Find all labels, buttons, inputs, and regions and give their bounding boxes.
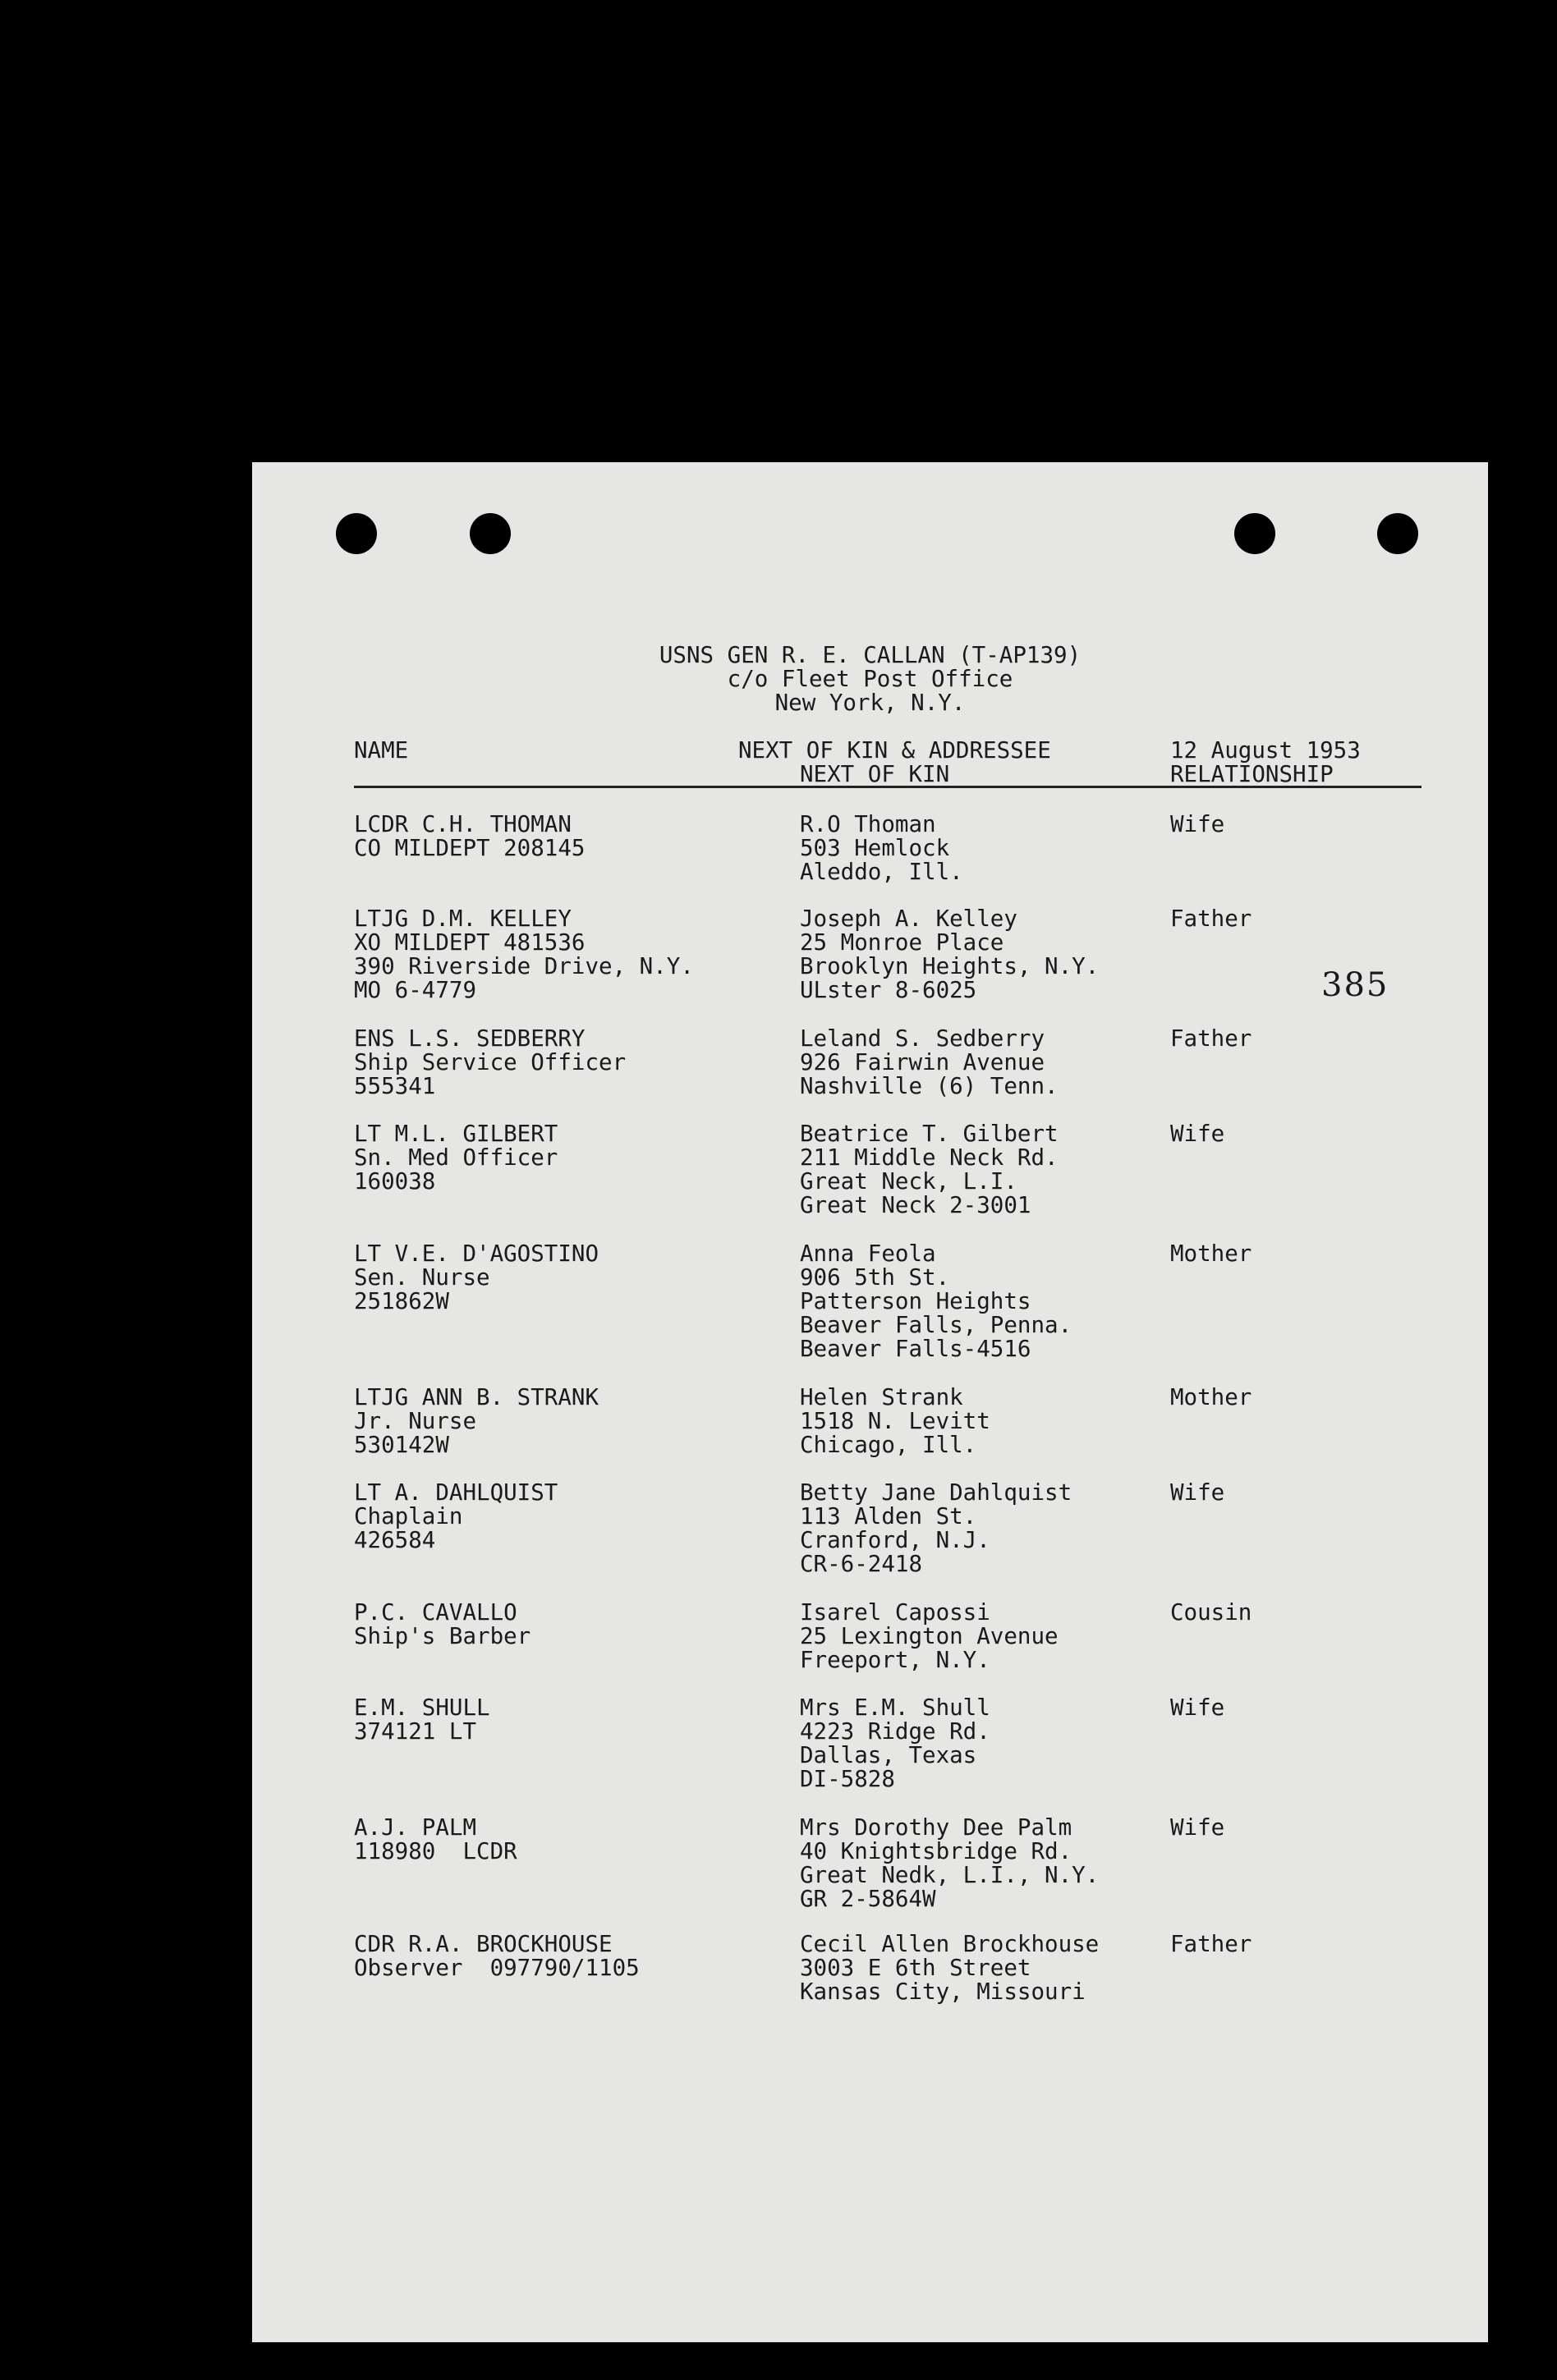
ship-title: USNS GEN R. E. CALLAN (T-AP139)	[659, 642, 1082, 668]
column-header-relationship: RELATIONSHIP	[1170, 761, 1334, 787]
entry-kin-line: Isarel Capossi	[800, 1599, 990, 1626]
entry-kin-line: Freeport, N.Y.	[800, 1647, 990, 1673]
entry-kin-line: Great Neck 2-3001	[800, 1192, 1031, 1218]
entry-name-line: 118980 LCDR	[354, 1838, 517, 1864]
entry-name-line: MO 6-4779	[354, 977, 477, 1003]
entry-name-line: ENS L.S. SEDBERRY	[354, 1025, 586, 1052]
entry-kin-block	[800, 1386, 990, 1457]
entry-relationship: Cousin	[1170, 1599, 1252, 1626]
entry-name-line: 426584	[354, 1527, 436, 1553]
entry-relationship: Wife	[1170, 1479, 1225, 1506]
entry-kin-line: 926 Fairwin Avenue	[800, 1049, 1045, 1075]
entry-name-line: Chaplain	[354, 1503, 463, 1529]
entry-kin-line: Beaver Falls-4516	[800, 1336, 1031, 1362]
entry-kin-line: Mrs Dorothy Dee Palm	[800, 1814, 1072, 1841]
punch-hole	[470, 513, 511, 554]
page-number: 385	[1321, 966, 1389, 1004]
entry-name-line: 390 Riverside Drive, N.Y.	[354, 953, 694, 979]
entry-name-block	[354, 813, 585, 860]
punch-hole	[1234, 513, 1275, 554]
entry-relationship: Mother	[1170, 1240, 1252, 1267]
entry-name-line: 530142W	[354, 1432, 449, 1458]
city-line: New York, N.Y.	[774, 690, 966, 716]
entry-kin-block	[800, 1696, 990, 1791]
entry-kin-line: 211 Middle Neck Rd.	[800, 1144, 1059, 1171]
entry-kin-line: Leland S. Sedberry	[800, 1025, 1045, 1052]
entry-name-line: 555341	[354, 1073, 436, 1099]
fleet-post-office: c/o Fleet Post Office	[727, 666, 1013, 692]
entry-name-block	[354, 1027, 626, 1098]
entry-name-block	[354, 1481, 558, 1552]
entry-name-line: LCDR C.H. THOMAN	[354, 811, 572, 837]
entry-kin-block	[800, 1481, 1072, 1576]
punch-hole	[336, 513, 377, 554]
entry-name-block	[354, 1601, 530, 1649]
entry-kin-line: DI-5828	[800, 1766, 895, 1792]
entry-kin-block	[800, 1122, 1059, 1218]
entry-kin-line: Great Nedk, L.I., N.Y.	[800, 1862, 1100, 1888]
entry-kin-line: 1518 N. Levitt	[800, 1408, 990, 1434]
entry-kin-line: R.O Thoman	[800, 811, 936, 837]
entry-kin-line: Cranford, N.J.	[800, 1527, 990, 1553]
entry-name-line: LT M.L. GILBERT	[354, 1121, 558, 1147]
column-header-kin-2: NEXT OF KIN	[800, 761, 950, 787]
entry-name-line: Jr. Nurse	[354, 1408, 477, 1434]
entry-kin-line: Chicago, Ill.	[800, 1432, 977, 1458]
entry-relationship: Wife	[1170, 1121, 1225, 1147]
entry-name-block	[354, 1242, 599, 1314]
entry-kin-line: 503 Hemlock	[800, 835, 950, 861]
entry-kin-line: 40 Knightsbridge Rd.	[800, 1838, 1072, 1864]
column-header-kin: NEXT OF KIN & ADDRESSEE	[738, 737, 1051, 764]
entry-kin-line: Nashville (6) Tenn.	[800, 1073, 1059, 1099]
entry-kin-line: Kansas City, Missouri	[800, 1979, 1086, 2005]
entry-relationship: Wife	[1170, 1694, 1225, 1721]
entry-kin-block	[800, 1027, 1059, 1098]
entry-name-line: XO MILDEPT 481536	[354, 929, 586, 956]
entry-relationship: Mother	[1170, 1384, 1252, 1410]
header-rule	[354, 786, 1422, 788]
entry-name-block	[354, 907, 694, 1002]
entry-kin-block	[800, 907, 1099, 1002]
entry-relationship: Wife	[1170, 1814, 1225, 1841]
entry-kin-line: Brooklyn Heights, N.Y.	[800, 953, 1100, 979]
entry-name-line: Sen. Nurse	[354, 1264, 490, 1291]
entry-kin-line: CR-6-2418	[800, 1551, 923, 1577]
entry-name-block	[354, 1816, 517, 1864]
entry-kin-line: Helen Strank	[800, 1384, 963, 1410]
entry-kin-block	[800, 1816, 1099, 1911]
entry-name-line: CDR R.A. BROCKHOUSE	[354, 1931, 613, 1957]
entry-kin-line: Mrs E.M. Shull	[800, 1694, 990, 1721]
entry-name-block	[354, 1696, 490, 1744]
entry-kin-line: Betty Jane Dahlquist	[800, 1479, 1072, 1506]
entry-relationship: Father	[1170, 906, 1252, 932]
entry-name-line: CO MILDEPT 208145	[354, 835, 586, 861]
entry-relationship: Father	[1170, 1025, 1252, 1052]
entry-name-block	[354, 1386, 599, 1457]
entry-kin-line: Great Neck, L.I.	[800, 1168, 1017, 1195]
entry-name-line: Ship's Barber	[354, 1623, 531, 1649]
document-date: 12 August 1953	[1170, 737, 1361, 764]
entry-name-block	[354, 1933, 640, 1980]
punch-hole	[1377, 513, 1418, 554]
entry-name-line: LT V.E. D'AGOSTINO	[354, 1240, 599, 1267]
entry-name-line: Sn. Med Officer	[354, 1144, 558, 1171]
entry-name-line: 251862W	[354, 1288, 449, 1314]
entry-kin-line: 25 Lexington Avenue	[800, 1623, 1059, 1649]
entry-kin-line: ULster 8-6025	[800, 977, 977, 1003]
entry-name-line: Observer 097790/1105	[354, 1955, 640, 1981]
entry-kin-block	[800, 1242, 1072, 1361]
entry-kin-line: Joseph A. Kelley	[800, 906, 1017, 932]
entry-name-block	[354, 1122, 558, 1194]
entry-name-line: Ship Service Officer	[354, 1049, 627, 1075]
entry-kin-line: 4223 Ridge Rd.	[800, 1718, 990, 1745]
entry-kin-line: Aleddo, Ill.	[800, 859, 963, 885]
entry-name-line: LTJG ANN B. STRANK	[354, 1384, 599, 1410]
entry-name-line: LTJG D.M. KELLEY	[354, 906, 572, 932]
entry-kin-line: Dallas, Texas	[800, 1742, 977, 1768]
entry-kin-block	[800, 813, 963, 884]
entry-relationship: Wife	[1170, 811, 1225, 837]
entry-kin-line: 3003 E 6th Street	[800, 1955, 1031, 1981]
entry-name-line: A.J. PALM	[354, 1814, 477, 1841]
document-page	[252, 462, 1488, 2342]
entry-kin-line: 113 Alden St.	[800, 1503, 977, 1529]
entry-kin-line: Cecil Allen Brockhouse	[800, 1931, 1100, 1957]
entry-kin-line: 906 5th St.	[800, 1264, 950, 1291]
entry-name-line: E.M. SHULL	[354, 1694, 490, 1721]
entry-kin-block	[800, 1933, 1099, 2004]
entry-kin-line: GR 2-5864W	[800, 1886, 936, 1912]
entry-kin-line: Beatrice T. Gilbert	[800, 1121, 1059, 1147]
entry-kin-line: Beaver Falls, Penna.	[800, 1312, 1072, 1338]
entry-name-line: LT A. DAHLQUIST	[354, 1479, 558, 1506]
entry-name-line: 160038	[354, 1168, 436, 1195]
column-header-name: NAME	[354, 737, 409, 764]
entry-kin-line: 25 Monroe Place	[800, 929, 1004, 956]
entry-name-line: P.C. CAVALLO	[354, 1599, 517, 1626]
entry-relationship: Father	[1170, 1931, 1252, 1957]
entry-kin-line: Patterson Heights	[800, 1288, 1031, 1314]
entry-name-line: 374121 LT	[354, 1718, 477, 1745]
entry-kin-line: Anna Feola	[800, 1240, 936, 1267]
entry-kin-block	[800, 1601, 1059, 1672]
